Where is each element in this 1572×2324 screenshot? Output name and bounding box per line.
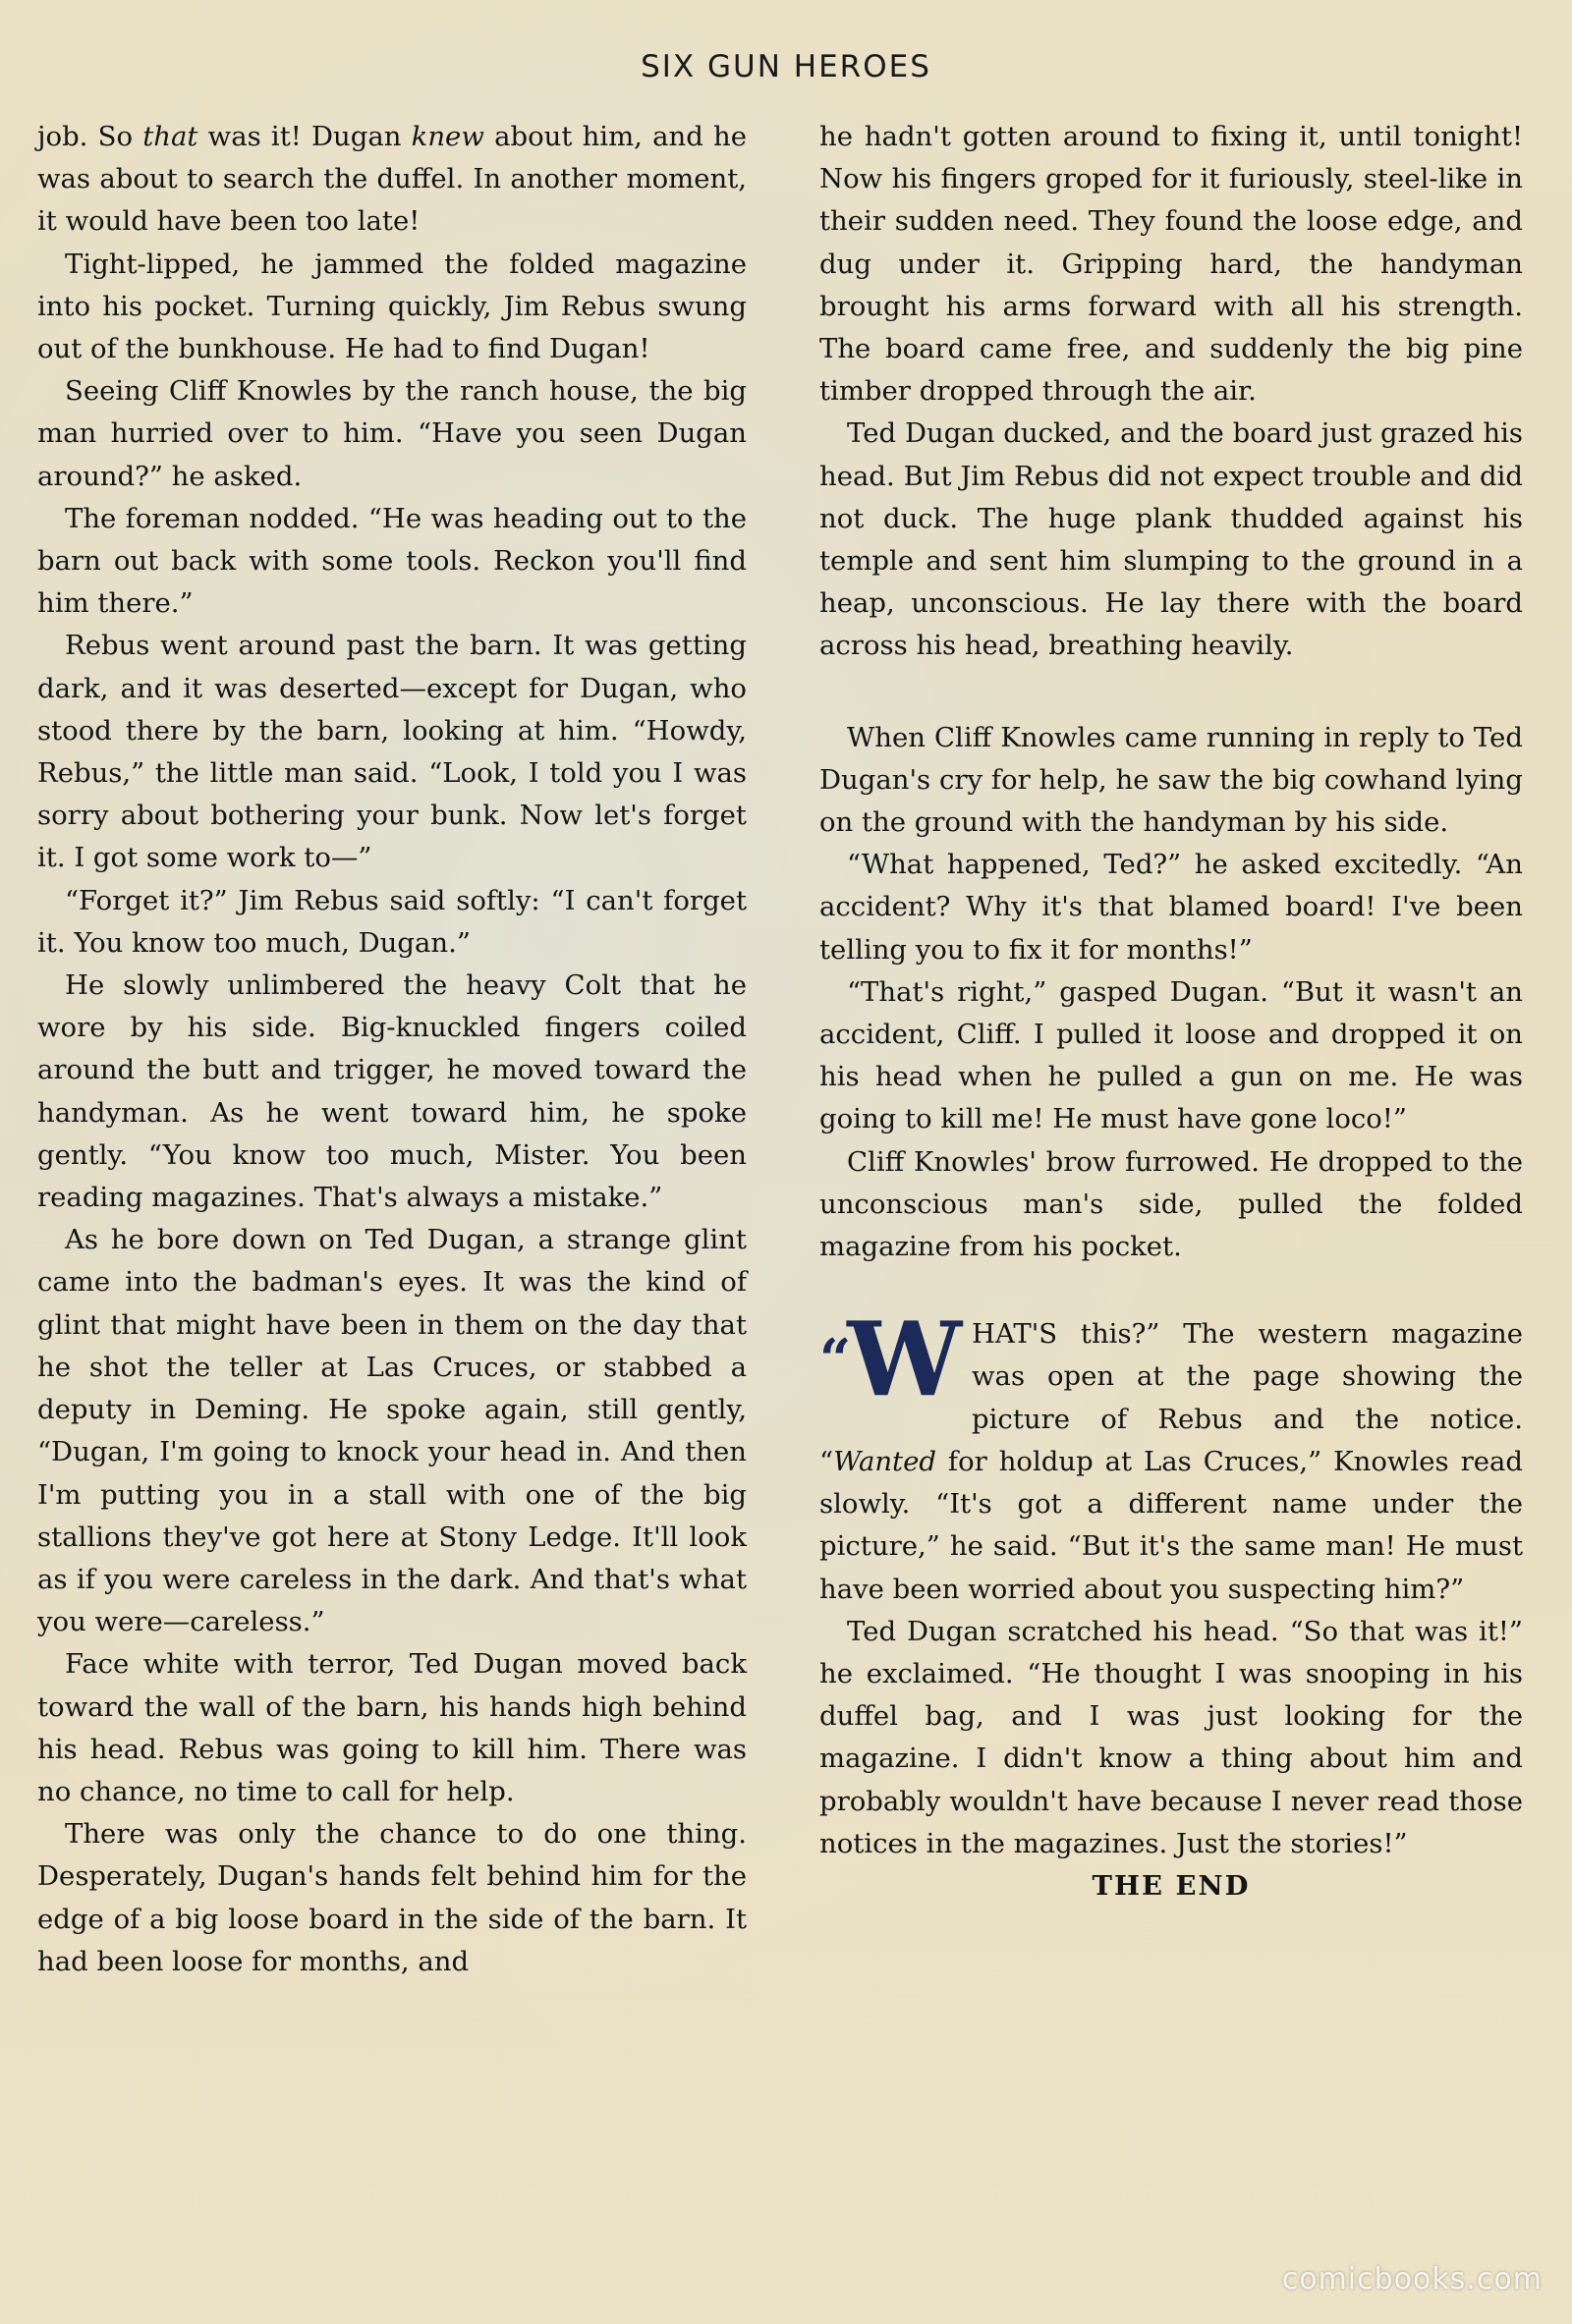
paragraph: “What happened, Ted?” he asked excitedly. “An accident? Why it's that blamed board! I've been telling you to fix it for months!” [819,849,1523,966]
text-run: job. So [37,121,143,152]
dropcap-paragraph [819,1299,1523,1610]
paragraph: Cliff Knowles' brow furrowed. He dropped to the unconscious man's side, pulled the folded magazine from his pocket. [819,1145,1523,1263]
italic-text: knew [411,121,484,152]
paragraph [37,116,747,244]
paragraph: There was only the chance to do one thing. Desperately, Dugan's hands felt behind him for the edge of a big loose board in the side of the barn. It had been loose for months, and [37,1818,747,1977]
running-head-title: SIX GUN HEROES [641,49,931,84]
drop-cap-quote: “ [819,1327,848,1393]
italic-text: that [142,121,198,152]
the-end-label: THE END [1092,1869,1251,1902]
site-watermark: comicbooks.com [1281,2262,1543,2296]
paragraph: Tight-lipped, he jammed the folded magazine into his pocket. Turning quickly, Jim Rebus swung out of the bunkhouse. He had to find Dugan! [37,248,747,365]
paragraph: He slowly unlimbered the heavy Colt that he wore by his side. Big-knuckled fingers coiled around the butt and trigger, he moved toward the handyman. As he went toward him, he spoke gently. “You know too much, Mister. You been reading magazines. That's always a mistake.” [37,969,747,1214]
text-run: for holdup at Las Cruces,” Knowles read slowly. “It's got a different name under the picture,” he said. “But it's the same man! He must have been worried about you suspecting him?” [819,1445,1523,1605]
paragraph: The foreman nodded. “He was heading out to the barn out back with some tools. Reckon you'll find him there.” [37,502,747,620]
left-text-column [37,116,747,1983]
paragraph: he hadn't gotten around to fixing it, until tonight! Now his fingers groped for it furiously, steel-like in their sudden need. They found the loose edge, and dug under it. Gripping hard, the handyman brought his arms forward with all his strength. The board came free, and suddenly the big pine timber dropped through the air. [819,121,1523,408]
text-run: about him, and he was about to search the duffel. In another moment, it would have been too late! [37,121,748,238]
paragraph: Face white with terror, Ted Dugan moved back toward the wall of the barn, his hands high behind his head. Rebus was going to kill him. There was no chance, no time to call for help. [37,1648,747,1807]
drop-cap [819,1299,963,1420]
paragraph: “Forget it?” Jim Rebus said softly: “I can't forget it. You know too much, Dugan.” [37,884,747,959]
paragraph: Ted Dugan scratched his head. “So that was it!” he exclaimed. “He thought I was snooping in his duffel bag, and I was just looking for the magazine. I didn't know a thing about him and probably wouldn't have because I never read those notices in the magazines. Just the stories!” [819,1615,1523,1859]
text-run: HAT'S this?” The western magazine was open at the page showing the picture of Rebus and the notice. “ [819,1318,1523,1477]
right-text-column [819,116,1523,1908]
paragraph: As he bore down on Ted Dugan, a strange glint came into the badman's eyes. It was the kind of glint that might have been in them on the day that he shot the teller at Las Cruces, or stabbed a deputy in Deming. He spoke again, still gently, “Dugan, I'm going to knock your head in. And then I'm putting you in a stall with one of the big stallions they've got here at Stony Ledge. It'll look as if you were careless in the dark. And that's what you were—careless.” [37,1224,747,1638]
paragraph: Ted Dugan ducked, and the board just grazed his head. But Jim Rebus did not expect trouble and did not duck. The huge plank thudded against his temple and sent him slumping to the ground in a heap, unconscious. He lay there with the board across his head, breathing heavily. [819,417,1523,662]
paragraph: Seeing Cliff Knowles by the ranch house, the big man hurried over to him. “Have you seen Dugan around?” he asked. [37,375,747,492]
paragraph: “That's right,” gasped Dugan. “But it wasn't an accident, Cliff. I pulled it loose and dropped it on his head when he pulled a gun on me. He was going to kill me! He must have gone loco!” [819,975,1523,1135]
drop-cap-letter: W [847,1299,963,1420]
paragraph: Rebus went around past the barn. It was getting dark, and it was deserted—except for Dugan, who stood there by the barn, looking at him. “Howdy, Rebus,” the little man said. “Look, I told you I was sorry about bothering your bunk. Now let's forget it. I got some work to—” [37,630,747,874]
text-run: was it! Dugan [197,121,412,152]
italic-text: Wanted [833,1445,936,1477]
paragraph: When Cliff Knowles came running in reply to Ted Dugan's cry for help, he saw the big cowhand lying on the ground with the handyman by his side. [819,721,1523,839]
